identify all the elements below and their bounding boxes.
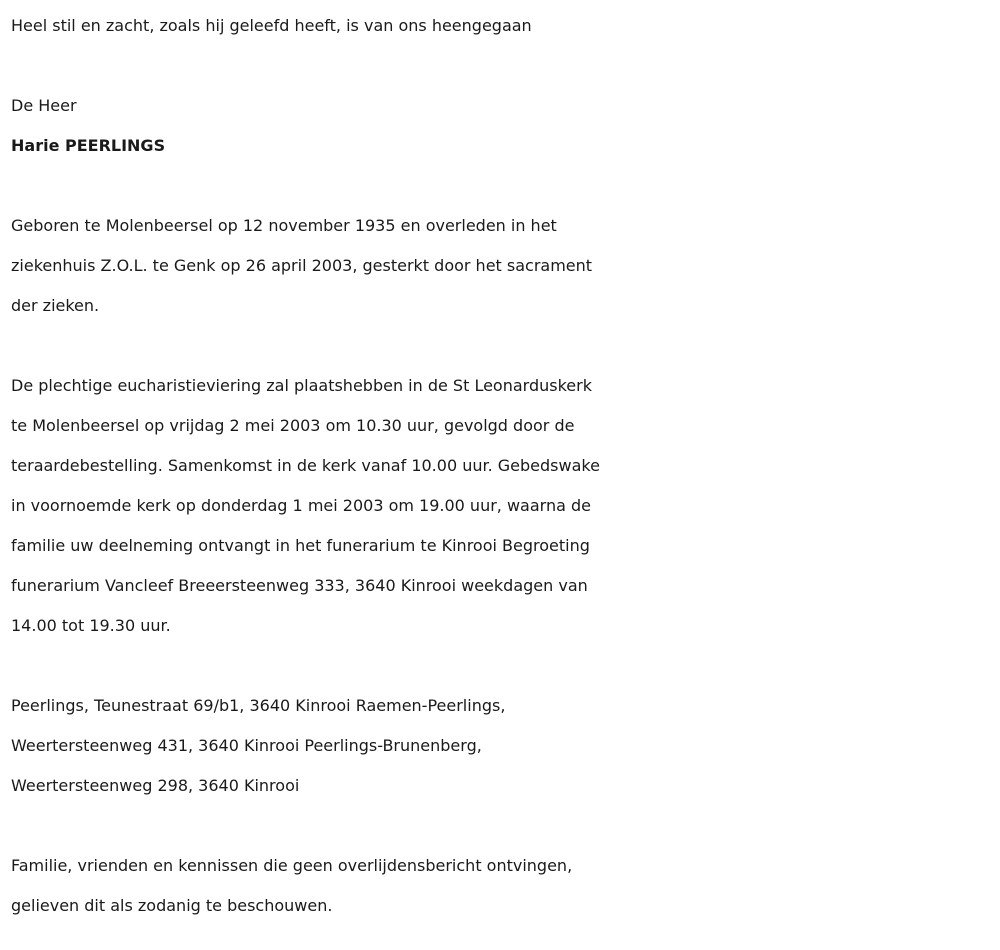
paragraph-line: funerarium Vancleef Breeersteenweg 333, 3640 Kinrooi weekdagen van (11, 576, 588, 595)
paragraph-line: Familie, vrienden en kennissen die geen overlijdensbericht ontvingen, (11, 856, 573, 875)
deceased-name: Harie PEERLINGS (11, 136, 166, 155)
paragraph-line: gelieven dit als zodanig te beschouwen. (11, 896, 333, 915)
paragraph-line: familie uw deelneming ontvangt in het funerarium te Kinrooi Begroeting (11, 536, 590, 555)
paragraph-line: der zieken. (11, 296, 100, 315)
birth-death-paragraph (11, 206, 996, 326)
paragraph-line: in voornoemde kerk op donderdag 1 mei 2003 om 19.00 uur, waarna de (11, 496, 591, 515)
paragraph-line: Geboren te Molenbeersel op 12 november 1935 en overleden in het (11, 216, 557, 235)
paragraph-line: De plechtige eucharistieviering zal plaatshebben in de St Leonarduskerk (11, 376, 592, 395)
paragraph-line: ziekenhuis Z.O.L. te Genk op 26 april 2003, gesterkt door het sacrament (11, 256, 593, 275)
paragraph-line: teraardebestelling. Samenkomst in de kerk vanaf 10.00 uur. Gebedswake (11, 456, 600, 475)
paragraph-line: Weertersteenweg 431, 3640 Kinrooi Peerlings-Brunenberg, (11, 736, 482, 755)
honorific-title: De Heer (11, 96, 77, 115)
family-addresses-paragraph (11, 686, 996, 806)
paragraph-line: Peerlings, Teunestraat 69/b1, 3640 Kinrooi Raemen-Peerlings, (11, 696, 506, 715)
paragraph-line: Weertersteenweg 298, 3640 Kinrooi (11, 776, 300, 795)
obituary-notice (11, 0, 996, 926)
paragraph-line: te Molenbeersel op vrijdag 2 mei 2003 om 10.30 uur, gevolgd door de (11, 416, 575, 435)
closing-paragraph (11, 846, 996, 926)
intro-text: Heel stil en zacht, zoals hij geleefd heeft, is van ons heengegaan (11, 16, 532, 35)
paragraph-line: 14.00 tot 19.30 uur. (11, 616, 171, 635)
ceremony-paragraph (11, 366, 996, 646)
